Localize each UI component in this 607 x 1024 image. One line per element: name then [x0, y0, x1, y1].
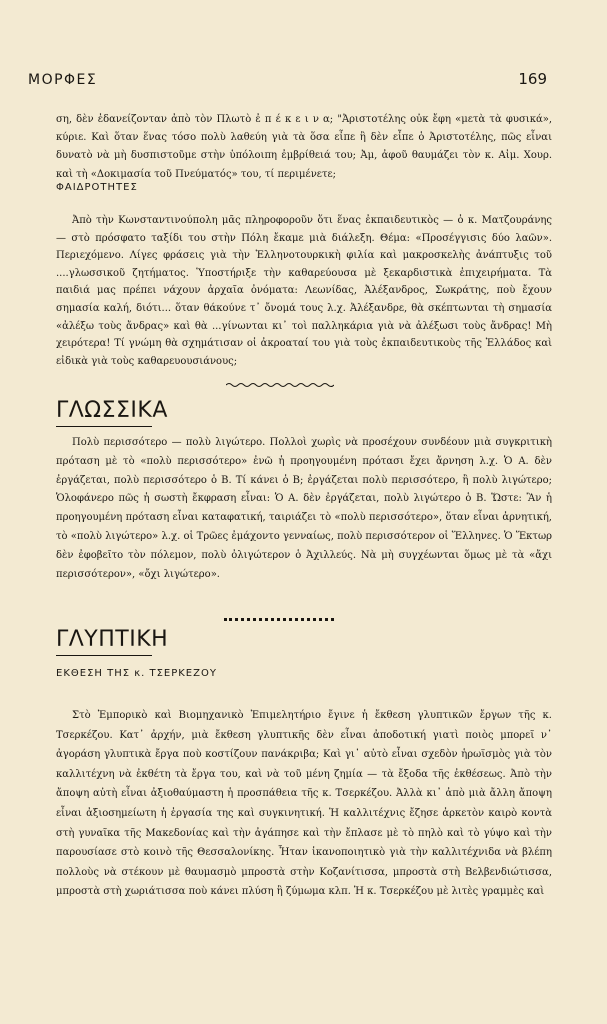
glyptiki-title-rule	[56, 655, 152, 656]
glossika-title-rule	[56, 426, 152, 427]
dotted-divider	[224, 618, 334, 621]
wavy-divider	[226, 381, 334, 389]
faidrotites-paragraph: Ἀπὸ τὴν Κωνσταντινούπολη μᾶς πληροφοροῦν ὅτι ἕνας ἐκπαιδευτικὸς — ὁ κ. Ματζουράνης — στὸ πρόσφατο ταξίδι του στὴν Πόλη ἔκαμε μιὰ διάλεξη. Θέμα: «Προσέγγισις δύο λαῶν». Περιεχόμενο. Λίγες φράσεις γιὰ τὴν Ἑλληνοτουρκικὴ φιλία καὶ μακροσκελὴς ἀνάπτυξις τοῦ ....γλωσσικοῦ ζητήματος. Ὑποστήριξε τὴν καθαρεύουσα μὲ ξεκαρδιστικὰ ἐπιχειρήματα. Τὰ παιδιά μας πρέπει νάχουν ἀρχαῖα ὀνόματα: Λεωνίδας, Ἀλέξανδρος, Σωκράτης, ποὺ ἔχουν σημασία καλή, διότι... ὅταν θάκούνε τ᾽ ὄνομά τους λ.χ. Ἀλέξανδρε, θὰ σκέπτωνται τὴ σημασία «ἀλέξω τοὺς ἄνδρας» καὶ θὰ ...γίνωνται κι᾽ τοὶ παλληκάρια γιὰ νὰ ἀλέξωσι τοὺς ἄνδρας! Μὴ χειρότερα! Τί γνώμη θὰ σχημάτισαν οἱ ἀκροαταί του γιὰ τοὺς ἐκπαιδευτικοὺς τῆς Ἑλλάδος καὶ εἰδικὰ γιὰ τοὺς καθαρευουσιάνους;	[56, 215, 552, 367]
glyptiki-title: ΓΛΥΠΤΙΚΗ	[56, 627, 169, 652]
glossika-title: ΓΛΩΣΣΙΚΑ	[56, 398, 168, 423]
running-head: ΜΟΡΦΕΣ	[28, 72, 98, 88]
page-number: 169	[518, 70, 547, 88]
intro-paragraph: ση, δὲν ἐδανείζονταν ἀπὸ τὸν Πλωτὸ ἐ π έ κ ε ι ν α; "Ἀριστοτέλης οὐκ ἔφη «μετὰ τὰ φυσικά», κύριε. Καὶ ὅταν ἕνας τόσο πολὺ λαθεύη γιὰ τὰ ὅσα εἶπε ἢ δὲν εἶπε ὁ Ἀριστοτέλης, πῶς εἶναι δυνατὸ νὰ μὴ δυσπιστοῦμε στὴν ὑπόλοιπη ἐμβρίθειά του; Ἀμ, ἀφοῦ θαυμάζει τὸν κ. Αἰμ. Χουρ. καὶ τὴ «Δοκιμασία τοῦ Πνεύματός» του, τί περιμένετε;	[56, 114, 552, 180]
glyptiki-subheading: ΕΚΘΕΣΗ ΤΗΣ κ. ΤΣΕΡΚΕΖΟΥ	[56, 668, 217, 679]
glyptiki-paragraph: Στὸ Ἐμπορικὸ καὶ Βιομηχανικὸ Ἐπιμελητήριο ἔγινε ἡ ἔκθεση γλυπτικῶν ἔργων τῆς κ. Τσερκέζου. Κατ᾽ ἀρχήν, μιὰ ἔκθεση γλυπτικῆς δὲν εἶναι ἀποδοτική γιατὶ ποιὸς μπορεῖ ν᾽ ἀγοράση γλυπτικὰ ἔργα ποὺ κοστίζουν πανάκριβα; Καὶ γι᾽ αὐτὸ εἶναι σχεδὸν ἡρωϊσμὸς γιὰ τὸν καλλιτέχνη νὰ ἐκθέτη τὰ ἔργα του, καὶ νὰ τοῦ μένη ζημία — τὰ ἔξοδα τῆς ἐκθέσεως. Ἀπὸ τὴν ἄποψη αὐτὴ εἶναι ἀξιοθαύμαστη ἡ προσπάθεια τῆς κ. Τσερκέζου. Ἀλλὰ κι᾽ ἀπὸ μιὰ ἄλλη ἄποψη εἶναι ἀξιοσημείωτη ἡ ἐργασία της καὶ συγκινητική. Ἡ καλλιτέχνις ἔζησε ἀρκετὸν καιρὸ κοντὰ στὴ γυναῖκα τῆς Μακεδονίας καὶ τὴν ἀγάπησε καὶ τὴν ἔπλασε μὲ τὸ πηλὸ καὶ τὸ γύψο καὶ τὴν παρουσίασε στὸ κοινὸ τῆς Θεσσαλονίκης. Ἦταν ἱκανοποιητικὸ γιὰ τὴν καλλιτέχνιδα νὰ βλέπη πολλοὺς νὰ στέκουν μὲ θαυμασμὸ μπροστὰ στὴν Κοζανίτισσα, μπροστὰ στὴ Βελβενδιώτισσα, μπροστὰ στὴ χωριάτισσα ποὺ κάνει πλύση ἢ ζύμωμα κλπ. Ἡ κ. Τσερκέζου μὲ λιτὲς γραμμὲς καὶ	[56, 710, 552, 898]
faidrotites-heading: ΦΑΙΔΡΟΤΗΤΕΣ	[56, 182, 138, 193]
page-header	[28, 70, 547, 90]
glossika-paragraph: Πολὺ περισσότερο — πολὺ λιγώτερο. Πολλοὶ χωρὶς νὰ προσέχουν συνδέουν μιὰ συγκριτικὴ πρόταση μὲ τὸ «πολὺ περισσότερο» ἐνῶ ἡ προηγουμένη πρότασι ἔχει ἄρνηση λ.χ. Ὁ Α. δὲν ἐργάζεται, πολὺ περισσότερο ὁ Β. Τί κάνει ὁ Β; ἐργάζεται πολὺ περισσότερο, ἢ πολὺ λιγώτερο; Ὁλοφάνερο πῶς ἡ σωστὴ ἔκφραση εἶναι: Ὁ Α. δὲν ἐργάζεται, πολὺ λιγώτερο ὁ Β. Ὥστε: Ἂν ἡ προηγουμένη πρόταση εἶναι καταφατική, ταιριάζει τὸ «πολὺ περισσότερο», ὅταν εἶναι ἀρνητική, τὸ «πολὺ λιγώτερο» λ.χ. οἱ Τρῶες ἐμάχοντο γενναίως, πολὺ περισσότερον οἱ Ἕλληνες. Ὁ Ἕκτωρ δὲν ἐφοβεῖτο τὸν πόλεμον, πολὺ ὀλιγώτερον ὁ Ἀχιλλεύς. Νὰ μὴ συγχέωνται ὅμως μὲ τὰ «ἄχι περισσότερον», «ὄχι λιγώτερο».	[56, 437, 552, 580]
